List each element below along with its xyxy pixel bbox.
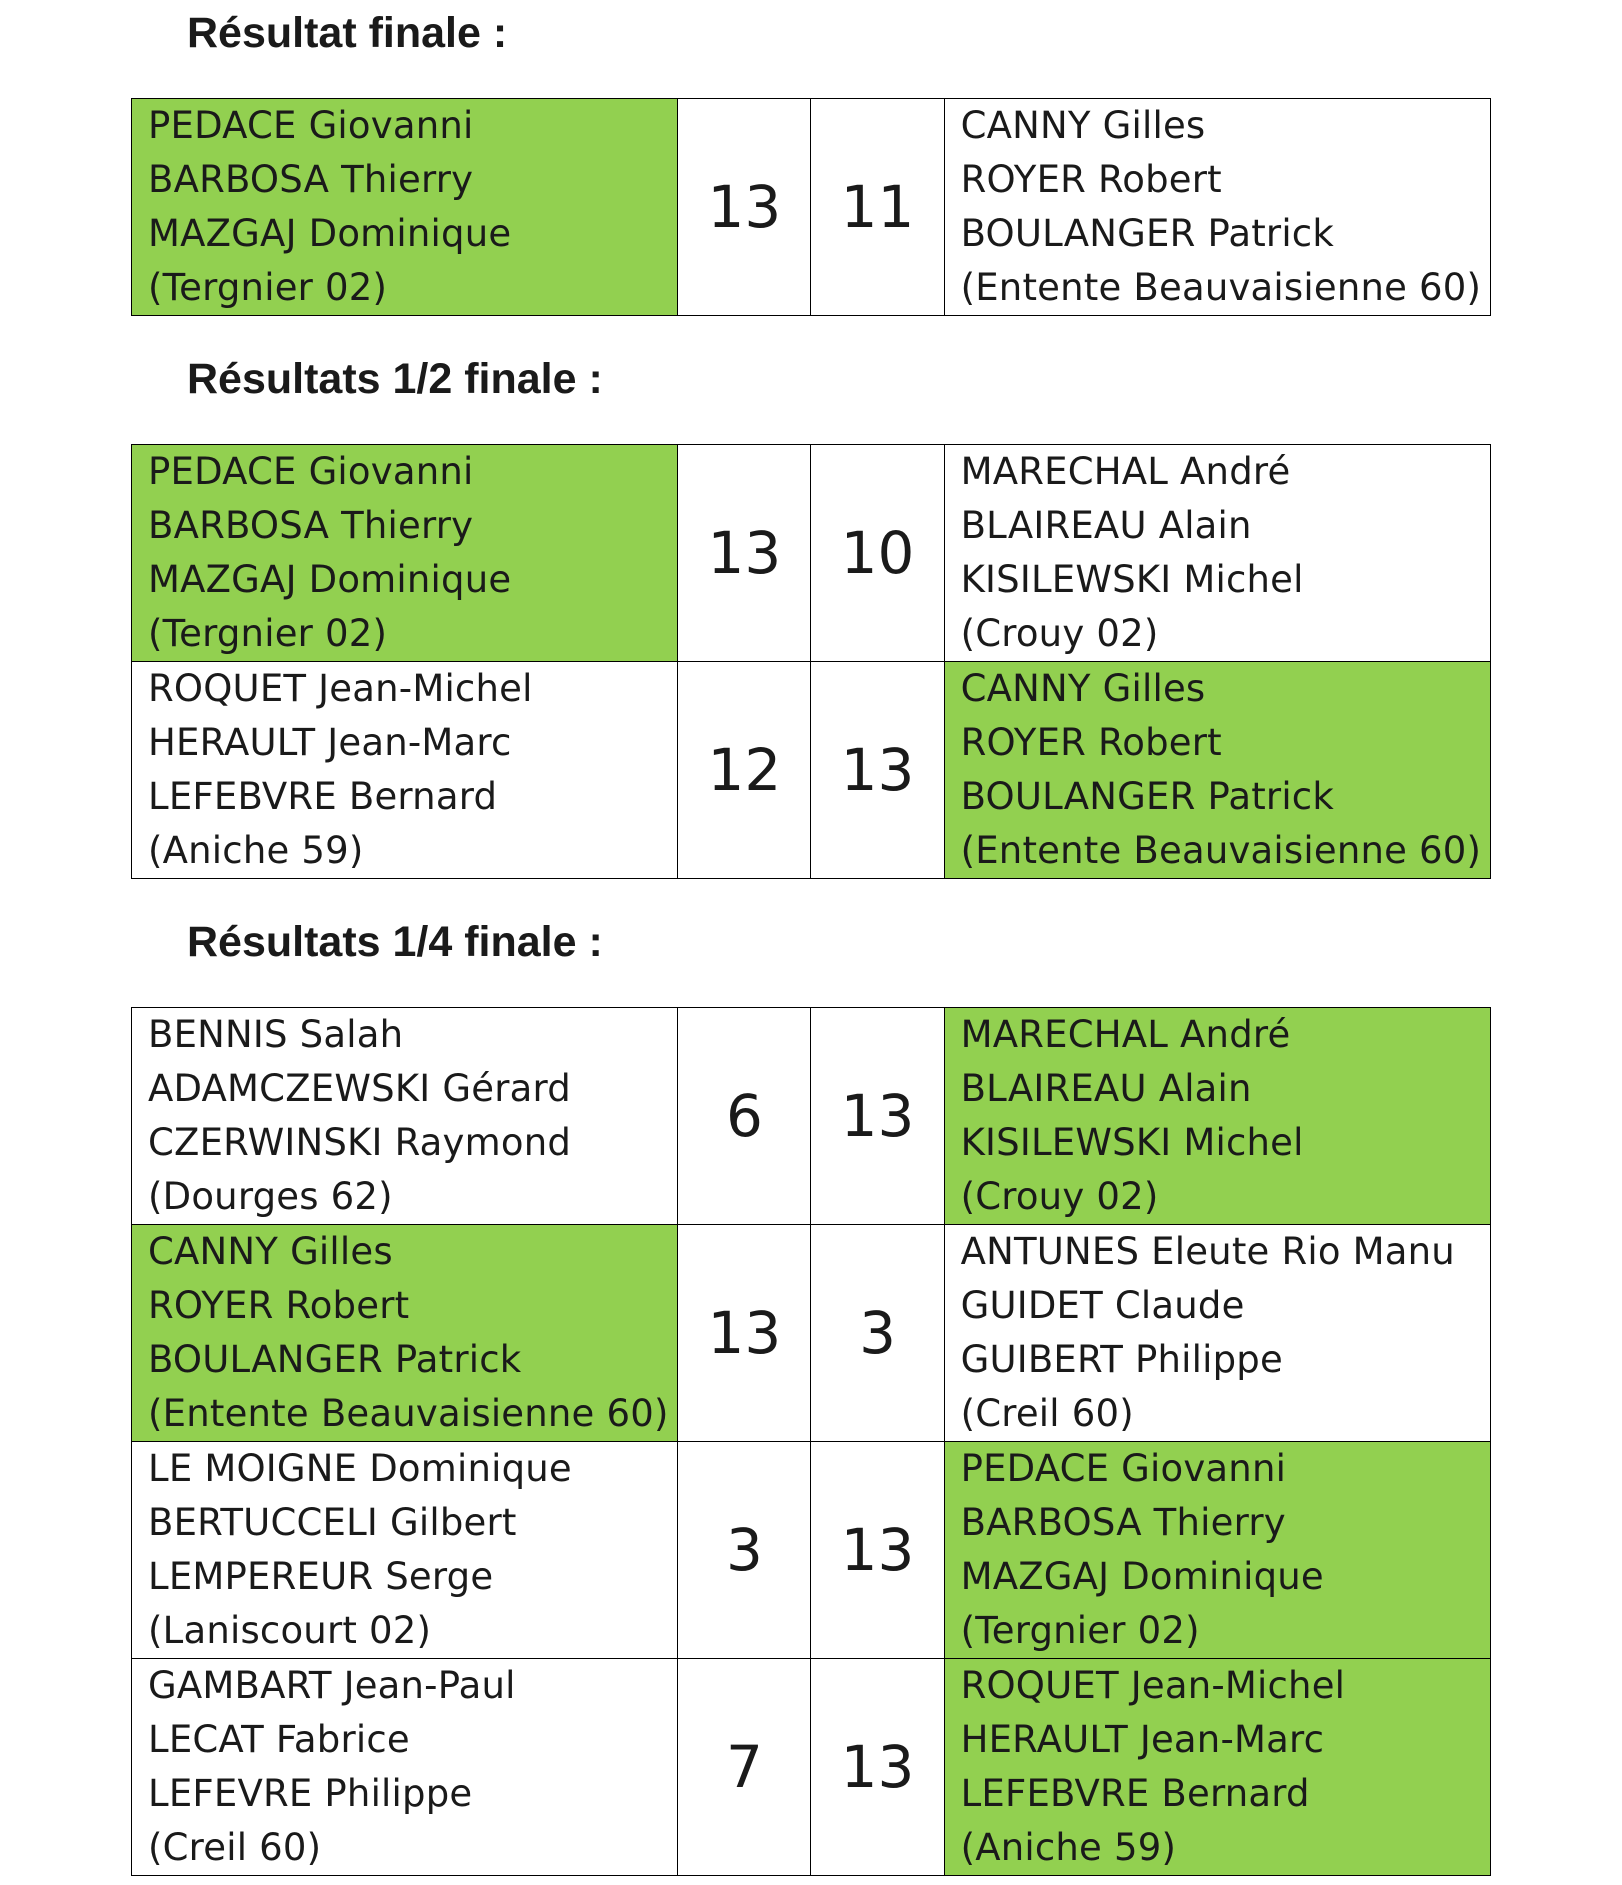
club-name: (Entente Beauvaisienne 60): [148, 1392, 669, 1435]
right-score: 13: [811, 1442, 944, 1659]
club-name: (Aniche 59): [960, 1826, 1177, 1869]
player-name: GAMBART Jean-Paul: [148, 1664, 516, 1707]
player-name: MAZGAJ Dominique: [148, 558, 512, 601]
player-name: CZERWINSKI Raymond: [148, 1121, 572, 1164]
semifinal-results-table: [131, 444, 1491, 879]
match-row: [132, 445, 1491, 662]
left-score: 3: [678, 1442, 811, 1659]
left-score: 13: [678, 99, 811, 316]
player-name: CANNY Gilles: [960, 667, 1206, 710]
player-name: LECAT Fabrice: [148, 1718, 410, 1761]
player-name: HERAULT Jean-Marc: [148, 721, 512, 764]
player-name: CANNY Gilles: [148, 1230, 393, 1273]
match-row: [132, 99, 1491, 316]
player-name: PEDACE Giovanni: [960, 1447, 1287, 1490]
club-name: (Tergnier 02): [960, 1609, 1200, 1652]
left-team-cell: [132, 1442, 678, 1659]
final-title: Résultat finale :: [187, 9, 508, 57]
right-team-cell: [944, 662, 1490, 879]
right-team-cell: [944, 99, 1490, 316]
left-team-cell: [132, 445, 678, 662]
player-name: PEDACE Giovanni: [148, 104, 474, 147]
club-name: (Dourges 62): [148, 1175, 393, 1218]
left-score: 12: [678, 662, 811, 879]
player-name: ROQUET Jean-Michel: [148, 667, 533, 710]
player-name: BOULANGER Patrick: [148, 1338, 522, 1381]
player-name: MARECHAL André: [960, 450, 1291, 493]
club-name: (Crouy 02): [960, 612, 1159, 655]
player-name: BLAIREAU Alain: [960, 1067, 1252, 1110]
player-name: ROYER Robert: [960, 721, 1222, 764]
player-name: BARBOSA Thierry: [148, 158, 474, 201]
player-name: LEFEBVRE Bernard: [148, 775, 498, 818]
right-team-cell: [944, 445, 1490, 662]
club-name: (Creil 60): [960, 1392, 1134, 1435]
quarterfinal-results-table: [131, 1007, 1491, 1876]
quarterfinal-title: Résultats 1/4 finale :: [187, 918, 603, 966]
left-team-cell: [132, 662, 678, 879]
club-name: (Entente Beauvaisienne 60): [960, 829, 1482, 872]
match-row: [132, 1659, 1491, 1876]
right-team-cell: [944, 1442, 1490, 1659]
right-team-cell: [944, 1225, 1490, 1442]
final-results-table: [131, 98, 1491, 316]
player-name: CANNY Gilles: [960, 104, 1206, 147]
club-name: (Laniscourt 02): [148, 1609, 432, 1652]
club-name: (Tergnier 02): [148, 612, 388, 655]
club-name: (Aniche 59): [148, 829, 364, 872]
player-name: MARECHAL André: [960, 1013, 1291, 1056]
player-name: BENNIS Salah: [148, 1013, 404, 1056]
club-name: (Creil 60): [148, 1826, 322, 1869]
left-team-cell: [132, 1008, 678, 1225]
player-name: KISILEWSKI Michel: [960, 1121, 1304, 1164]
player-name: BERTUCCELI Gilbert: [148, 1501, 517, 1544]
player-name: GUIDET Claude: [960, 1284, 1245, 1327]
player-name: LEFEBVRE Bernard: [960, 1772, 1310, 1815]
club-name: (Entente Beauvaisienne 60): [960, 266, 1482, 309]
match-row: [132, 1442, 1491, 1659]
player-name: ADAMCZEWSKI Gérard: [148, 1067, 571, 1110]
left-score: 6: [678, 1008, 811, 1225]
player-name: BOULANGER Patrick: [960, 775, 1334, 818]
left-score: 7: [678, 1659, 811, 1876]
player-name: ANTUNES Eleute Rio Manu: [960, 1230, 1455, 1273]
player-name: BOULANGER Patrick: [960, 212, 1334, 255]
right-team-cell: [944, 1008, 1490, 1225]
player-name: LE MOIGNE Dominique: [148, 1447, 572, 1490]
right-score: 13: [811, 1659, 944, 1876]
player-name: ROYER Robert: [960, 158, 1222, 201]
player-name: BLAIREAU Alain: [960, 504, 1252, 547]
semifinal-title: Résultats 1/2 finale :: [187, 355, 603, 403]
player-name: PEDACE Giovanni: [148, 450, 474, 493]
player-name: BARBOSA Thierry: [960, 1501, 1286, 1544]
right-score: 3: [811, 1225, 944, 1442]
right-score: 11: [811, 99, 944, 316]
player-name: ROQUET Jean-Michel: [960, 1664, 1346, 1707]
player-name: HERAULT Jean-Marc: [960, 1718, 1325, 1761]
left-team-cell: [132, 1225, 678, 1442]
player-name: MAZGAJ Dominique: [148, 212, 512, 255]
player-name: ROYER Robert: [148, 1284, 410, 1327]
left-score: 13: [678, 445, 811, 662]
club-name: (Crouy 02): [960, 1175, 1159, 1218]
left-team-cell: [132, 1659, 678, 1876]
left-score: 13: [678, 1225, 811, 1442]
match-row: [132, 662, 1491, 879]
right-score: 13: [811, 1008, 944, 1225]
player-name: KISILEWSKI Michel: [960, 558, 1304, 601]
match-row: [132, 1225, 1491, 1442]
club-name: (Tergnier 02): [148, 266, 388, 309]
player-name: BARBOSA Thierry: [148, 504, 474, 547]
match-row: [132, 1008, 1491, 1225]
right-team-cell: [944, 1659, 1490, 1876]
right-score: 13: [811, 662, 944, 879]
player-name: GUIBERT Philippe: [960, 1338, 1283, 1381]
player-name: LEFEVRE Philippe: [148, 1772, 473, 1815]
player-name: LEMPEREUR Serge: [148, 1555, 494, 1598]
right-score: 10: [811, 445, 944, 662]
player-name: MAZGAJ Dominique: [960, 1555, 1324, 1598]
left-team-cell: [132, 99, 678, 316]
